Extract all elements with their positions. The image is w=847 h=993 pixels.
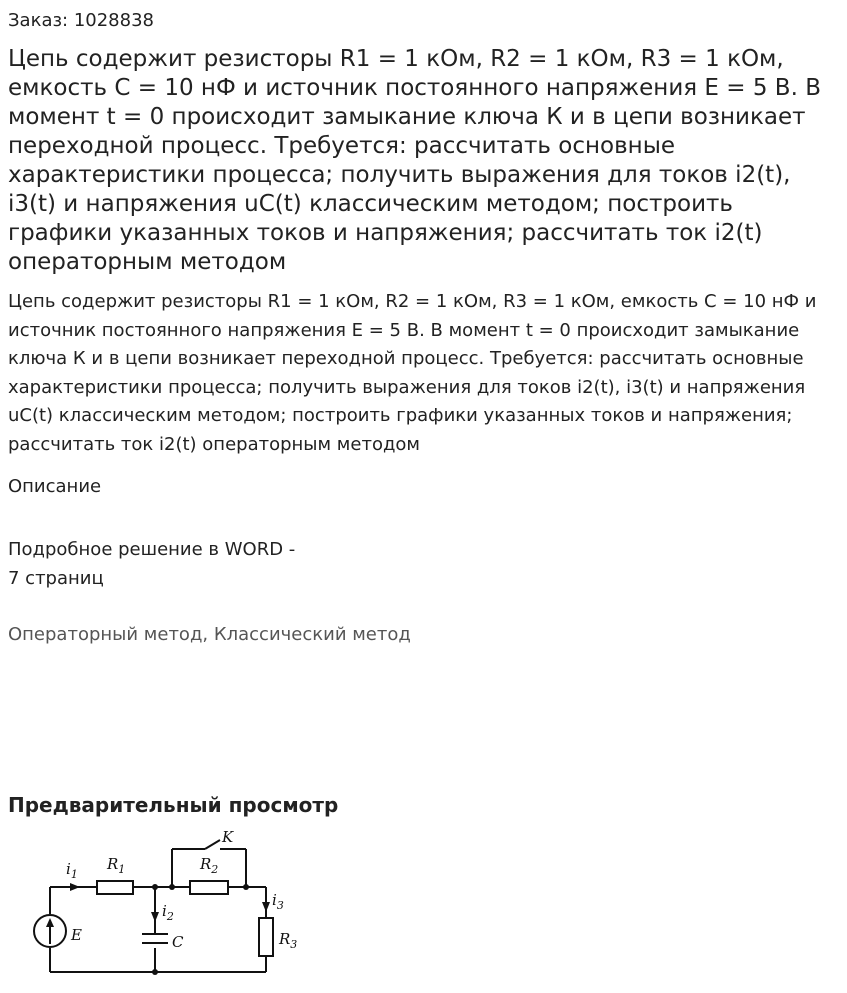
label-e: E [71,926,82,944]
preview-heading: Предварительный просмотр [8,793,339,817]
label-k: K [222,828,234,846]
resistor-r1 [97,881,133,894]
task-title: Цепь содержит резисторы R1 = 1 кОм, R2 = 1 кОм, R3 = 1 кОм, емкость С = 10 нФ и источник постоянного напряжения Е = 5 В. В момент t = 0 происходит замыкание ключа К и в цепи возникает переходной процесс. Требуется: рассчитать основные характеристики процесса; получить выражения для токов i2(t), i3(t) и напряжения uC(t) классическим методом; построить графики указанных токов и напряжения; рассчитать ток i2(t) операторным методом [8,46,821,275]
method-tags: Операторный метод, Классический метод [8,624,411,645]
voltage-source [34,915,66,947]
node-1 [152,884,158,890]
node-4 [152,969,158,975]
node-3 [243,884,249,890]
label-i2: $i_2$ [162,902,174,923]
description-heading: Описание [8,476,102,497]
task-description: Цепь содержит резисторы R1 = 1 кОм, R2 = 1 кОм, R3 = 1 кОм, емкость С = 10 нФ и источник постоянного напряжения Е = 5 В. В момент t = 0 происходит замыкание ключа К и в цепи возникает переходной процесс. Требуется: рассчитать основные характеристики процесса; получить выражения для токов i2(t), i3(t) и напряжения uC(t) классическим методом; построить графики указанных токов и напряжения; рассчитать ток i2(t) операторным методом [8,291,817,455]
solution-pages: 7 страниц [8,567,104,589]
arrow-i3 [262,902,270,912]
arrow-i2 [151,912,159,922]
label-c: C [172,933,184,951]
resistor-r2 [190,881,228,894]
node-2 [169,884,175,890]
arrow-i1 [70,883,80,891]
circuit-diagram [20,826,310,981]
resistor-r3 [259,918,273,956]
solution-format: Подробное решение в WORD - [8,539,296,560]
label-r1: $R_1$ [107,855,126,876]
label-i3: $i_3$ [272,891,284,912]
label-r3: $R_3$ [279,930,298,951]
capacitor [142,934,168,943]
label-i1: $i_1$ [66,860,78,881]
solution-details [8,536,295,593]
label-r2: $R_2$ [200,855,219,876]
order-number: Заказ: 1028838 [8,10,154,31]
